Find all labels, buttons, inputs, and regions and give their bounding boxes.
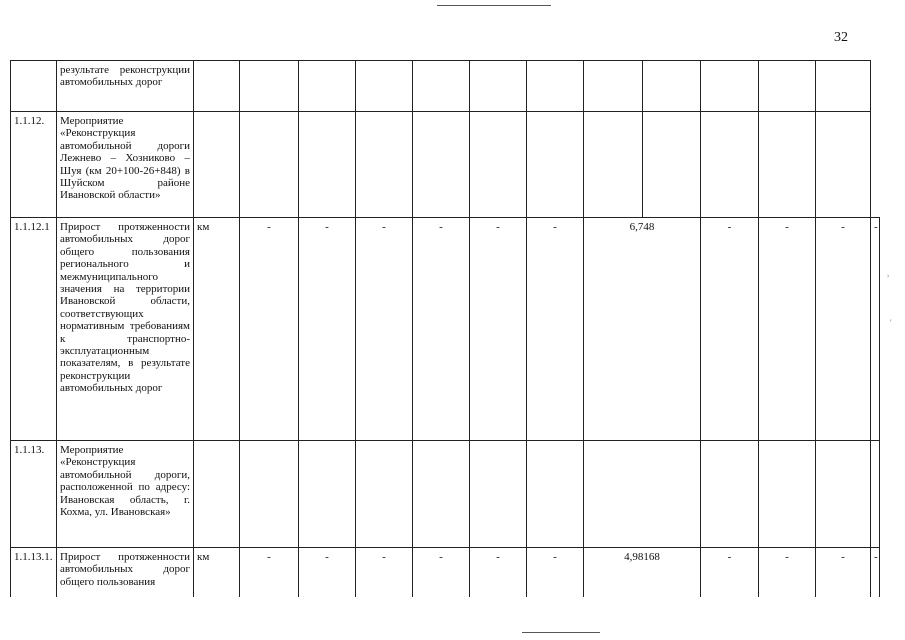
value-cell: - xyxy=(759,548,816,598)
row-unit-cell: км xyxy=(194,548,240,598)
value-cell: - xyxy=(299,218,356,441)
indicator-table xyxy=(10,60,880,597)
value-cell: - xyxy=(413,218,470,441)
value-cell xyxy=(413,112,470,218)
value-cell xyxy=(356,441,413,548)
row-number-cell: 1.1.13. xyxy=(11,441,57,548)
row-number-cell xyxy=(11,61,57,112)
value-cell xyxy=(299,112,356,218)
table-row xyxy=(11,441,880,548)
value-cell xyxy=(584,61,643,112)
row-name-cell: Мероприятие «Реконструкция автомобильной дороги, расположенной по адресу: Ивановская область, г. Кохма, ул. Ивановская» xyxy=(57,441,194,548)
value-cell: - xyxy=(299,548,356,598)
value-cell: - xyxy=(470,218,527,441)
value-cell: - xyxy=(356,218,413,441)
table-row xyxy=(11,61,880,112)
value-cell xyxy=(356,61,413,112)
row-unit-cell xyxy=(194,112,240,218)
scan-artifact-line-bottom xyxy=(522,632,600,633)
value-cell xyxy=(701,441,759,548)
value-cell: - xyxy=(470,548,527,598)
value-cell: - xyxy=(871,218,880,441)
value-cell: - xyxy=(356,548,413,598)
value-cell-merged: 6,748 xyxy=(584,218,701,441)
row-number-cell: 1.1.12.1 xyxy=(11,218,57,441)
value-cell xyxy=(299,441,356,548)
value-cell xyxy=(643,112,701,218)
value-cell xyxy=(413,61,470,112)
value-cell xyxy=(470,112,527,218)
value-cell-merged xyxy=(584,441,701,548)
value-cell: - xyxy=(816,218,871,441)
row-name-cell: Мероприятие «Реконструкция автомобильной дороги Лежнево – Хозниково – Шуя (км 20+100-26+848) в Шуйском районе Ивановской области» xyxy=(57,112,194,218)
row-number-cell: 1.1.12. xyxy=(11,112,57,218)
value-cell xyxy=(701,112,759,218)
value-cell: - xyxy=(413,548,470,598)
value-cell xyxy=(759,112,816,218)
value-cell xyxy=(527,61,584,112)
row-name-cell: Прирост протяженности автомобильных дорог общего пользования xyxy=(57,548,194,598)
row-number-cell: 1.1.13.1. xyxy=(11,548,57,598)
table-row xyxy=(11,112,880,218)
row-unit-cell xyxy=(194,441,240,548)
value-cell xyxy=(527,112,584,218)
value-cell xyxy=(759,61,816,112)
value-cell xyxy=(240,61,299,112)
value-cell xyxy=(470,61,527,112)
table-row xyxy=(11,218,880,441)
value-cell: - xyxy=(701,548,759,598)
value-cell xyxy=(816,112,871,218)
row-name-cell: Прирост протяженности автомобильных дорог общего пользования регионального и межмуниципального значения на территории Ивановской области, соответствующих нормативным требованиям к транспортно-эксплуатационным показателям, в результате реконструкции автомобильных дорог xyxy=(57,218,194,441)
value-cell xyxy=(816,441,871,548)
value-cell xyxy=(240,441,299,548)
row-unit-cell xyxy=(194,61,240,112)
value-cell: - xyxy=(240,548,299,598)
margin-mark: , xyxy=(887,268,890,278)
value-cell xyxy=(871,441,880,548)
value-cell: - xyxy=(816,548,871,598)
value-cell xyxy=(356,112,413,218)
margin-mark: ' xyxy=(890,318,892,328)
scan-artifact-line-top xyxy=(437,5,551,6)
page-number: 32 xyxy=(834,30,848,45)
value-cell xyxy=(701,61,759,112)
row-unit-cell: км xyxy=(194,218,240,441)
value-cell xyxy=(816,61,871,112)
value-cell xyxy=(470,441,527,548)
value-cell xyxy=(527,441,584,548)
value-cell xyxy=(413,441,470,548)
value-cell xyxy=(643,61,701,112)
value-cell: - xyxy=(701,218,759,441)
value-cell: - xyxy=(240,218,299,441)
table-row xyxy=(11,548,880,598)
row-name-cell: результате реконструкции автомобильных дорог xyxy=(57,61,194,112)
value-cell: - xyxy=(759,218,816,441)
value-cell: - xyxy=(871,548,880,598)
value-cell: - xyxy=(527,548,584,598)
value-cell xyxy=(584,112,643,218)
value-cell xyxy=(759,441,816,548)
value-cell: - xyxy=(527,218,584,441)
value-cell xyxy=(240,112,299,218)
value-cell xyxy=(299,61,356,112)
value-cell-merged: 4,98168 xyxy=(584,548,701,598)
